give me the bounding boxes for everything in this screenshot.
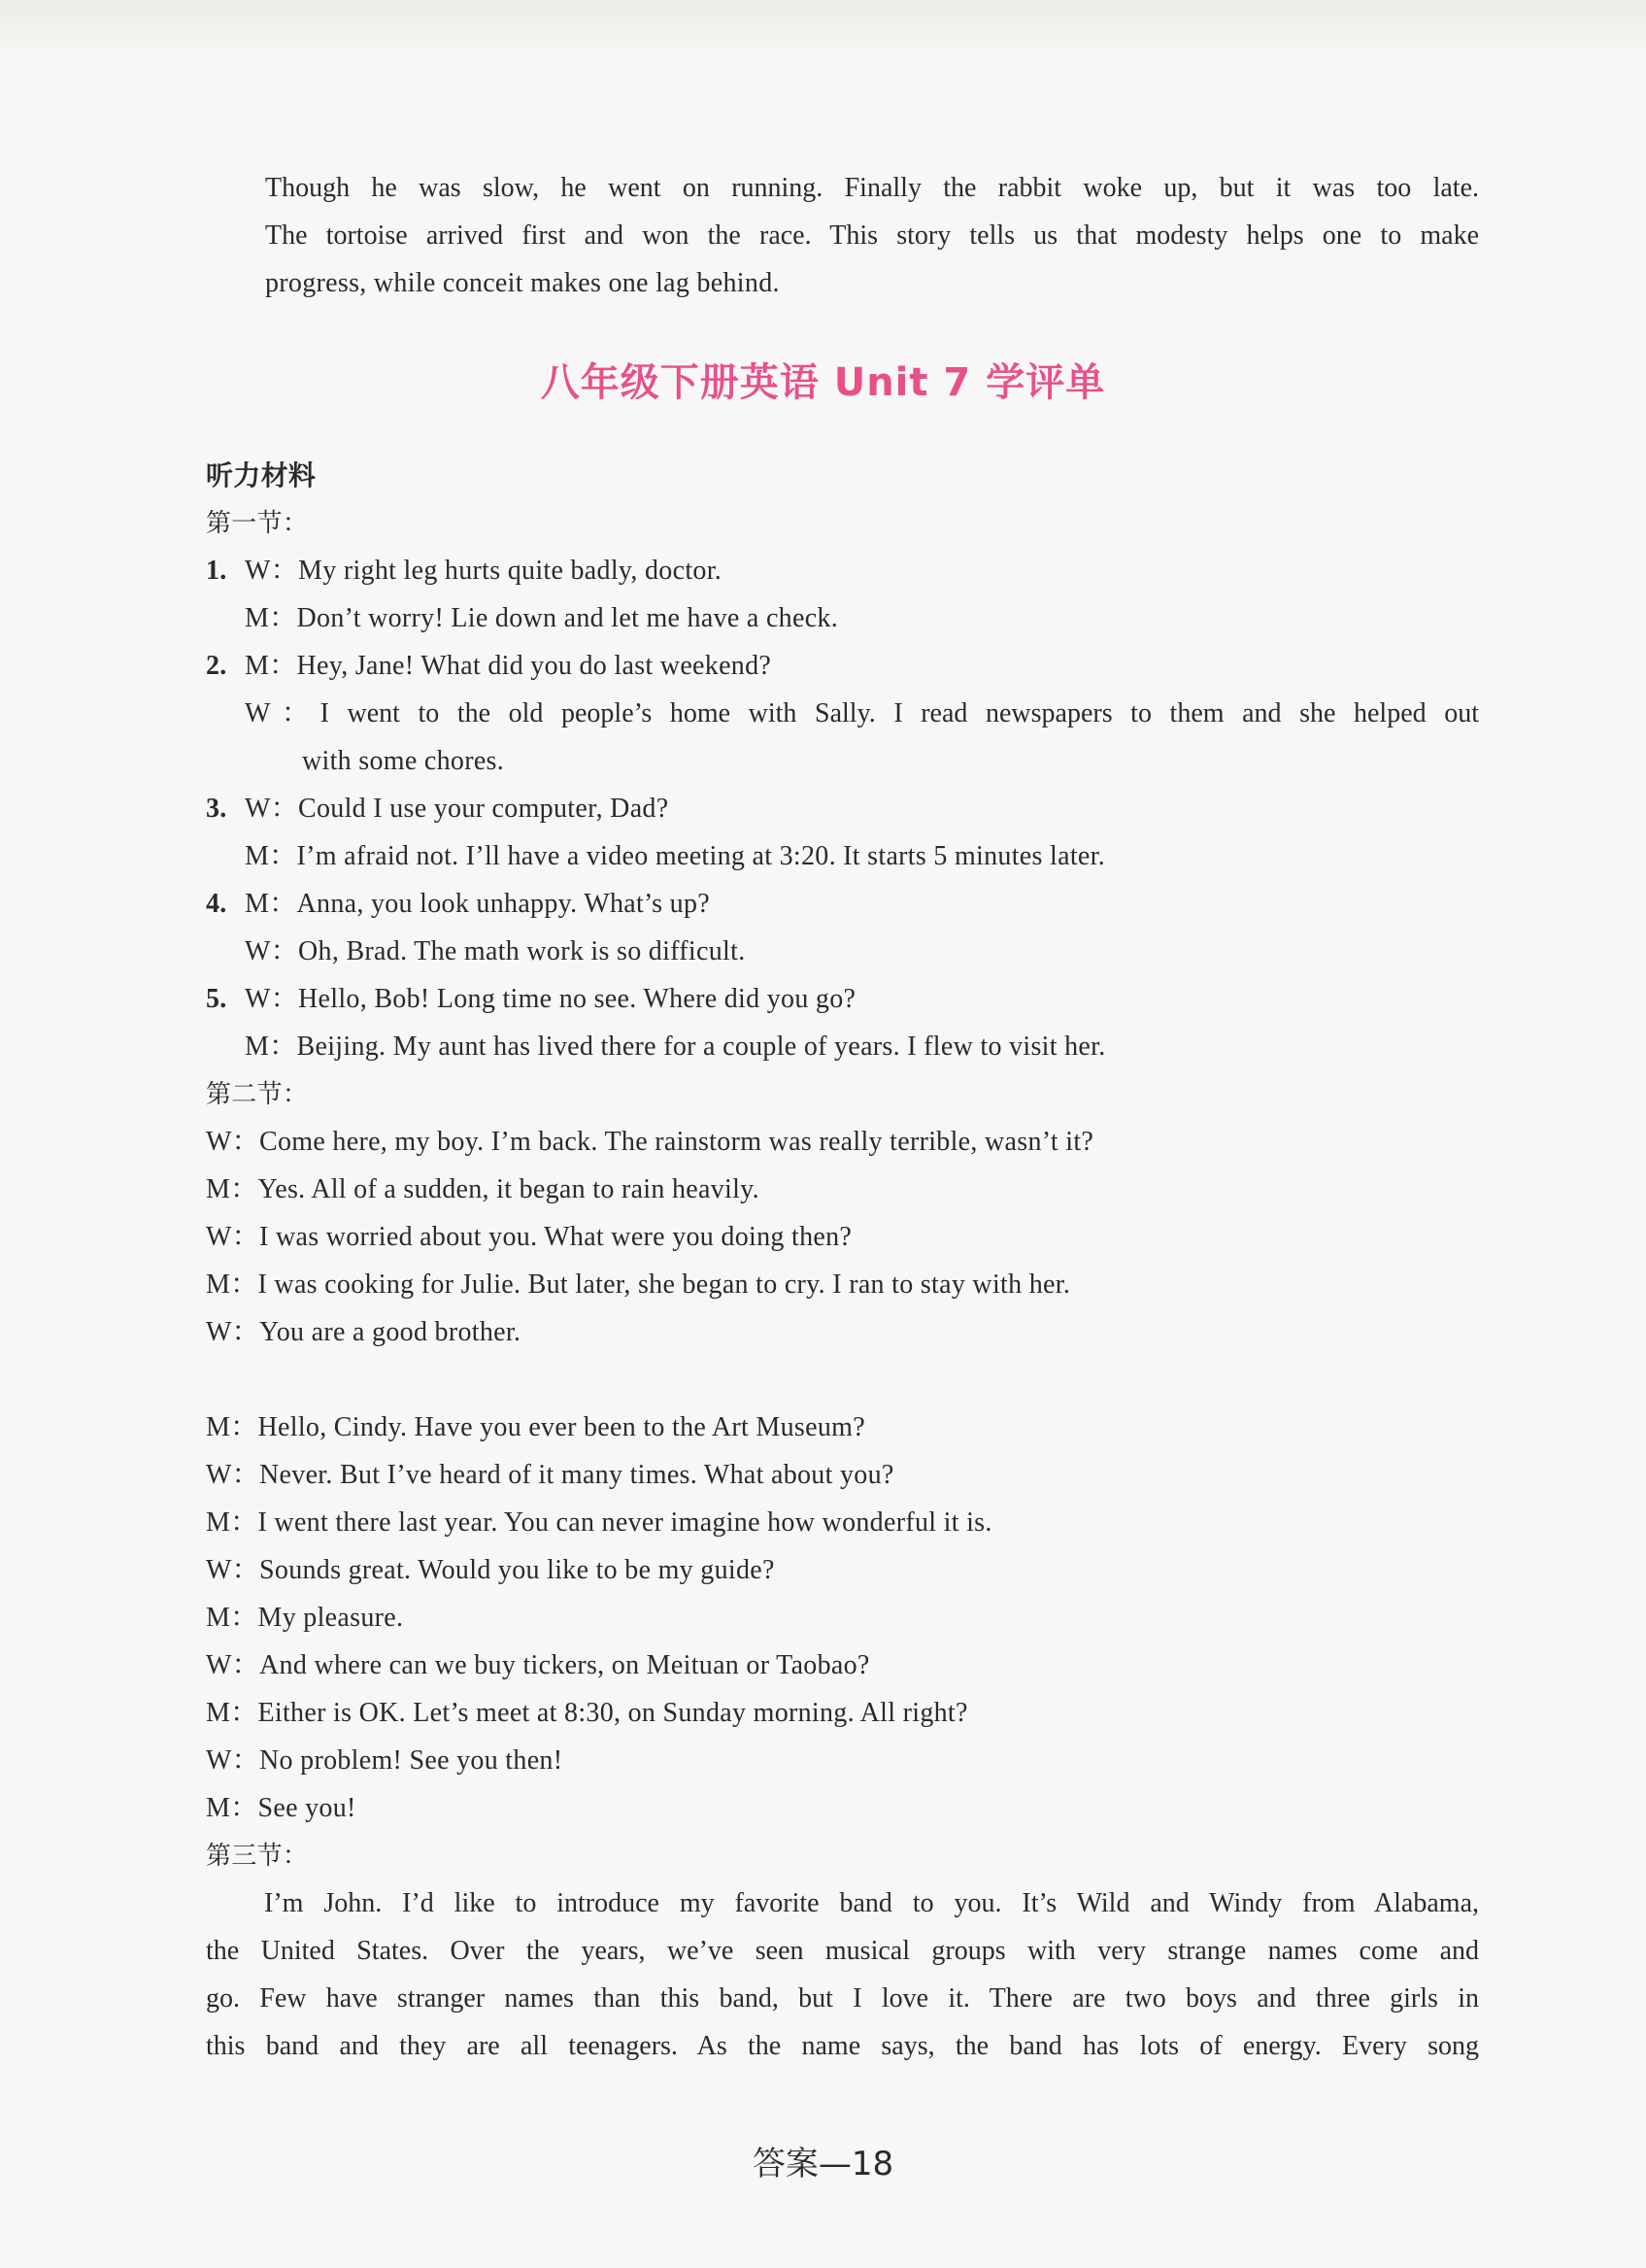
- part2-dialog2-line-9: M：See you!: [206, 1793, 356, 1823]
- part3-heading: 第三节：: [206, 1842, 309, 1871]
- item-number: 2.: [206, 651, 227, 681]
- part1-item-4-line-1: 4. M：Anna, you look unhappy. What’s up?: [206, 885, 710, 924]
- page-footer: 答案—18: [752, 2145, 894, 2183]
- intro-line-3: progress, while conceit makes one lag behind.: [265, 268, 780, 298]
- intro-line-2: The tortoise arrived first and won the race. This story tells us that modesty helps one to make: [265, 220, 1479, 251]
- part2-dialog2-line-5: M：My pleasure.: [206, 1603, 404, 1633]
- part1-item-1-line-1: 1. W：My right leg hurts quite badly, doctor.: [206, 552, 722, 591]
- part3-line-2: the United States. Over the years, we’ve seen musical groups with very strange names come and: [206, 1936, 1479, 1966]
- section-title: 听力材料: [206, 459, 317, 491]
- part1-item-5-line-1: 5. W：Hello, Bob! Long time no see. Where did you go?: [206, 980, 856, 1019]
- part1-item-2-line-3: with some chores.: [302, 746, 505, 776]
- part3-line-3: go. Few have stranger names than this band, but I love it. There are two boys and three girls in: [206, 1983, 1479, 2014]
- intro-line-1: Though he was slow, he went on running. Finally the rabbit woke up, but it was too late.: [265, 173, 1479, 203]
- part2-dialog2-line-7: M：Either is OK. Let’s meet at 8:30, on Sunday morning. All right?: [206, 1698, 968, 1728]
- part1-item-5-line-2: M：Beijing. My aunt has lived there for a couple of years. I flew to visit her.: [245, 1032, 1106, 1062]
- page-title: 八年级下册英语 Unit 7 学评单: [540, 360, 1106, 405]
- item-number: 4.: [206, 889, 227, 919]
- part2-heading: 第二节：: [206, 1080, 309, 1109]
- part2-dialog1-line-1: W：Come here, my boy. I’m back. The rainstorm was really terrible, wasn’t it?: [206, 1127, 1094, 1157]
- part2-dialog2-line-6: W：And where can we buy tickers, on Meituan or Taobao?: [206, 1650, 870, 1680]
- part3-line-4: this band and they are all teenagers. As the name says, the band has lots of energy. Every song: [206, 2031, 1479, 2061]
- part3-line-1: I’m John. I’d like to introduce my favorite band to you. It’s Wild and Windy from Alabama,: [264, 1888, 1479, 1918]
- part2-dialog1-line-2: M：Yes. All of a sudden, it began to rain heavily.: [206, 1174, 759, 1204]
- part1-heading: 第一节：: [206, 509, 309, 538]
- item-number: 3.: [206, 794, 227, 824]
- scan-shadow: [0, 0, 1646, 58]
- part2-dialog2-line-8: W：No problem! See you then!: [206, 1745, 563, 1776]
- part1-item-3-line-1: 3. W：Could I use your computer, Dad?: [206, 790, 668, 829]
- part2-dialog1-line-4: M：I was cooking for Julie. But later, she began to cry. I ran to stay with her.: [206, 1269, 1071, 1300]
- part1-item-2-line-2: W：I went to the old people’s home with Sally. I read newspapers to them and she helped out: [245, 698, 1479, 728]
- part2-dialog2-line-3: M：I went there last year. You can never imagine how wonderful it is.: [206, 1507, 992, 1538]
- part1-item-3-line-2: M：I’m afraid not. I’ll have a video meeting at 3:20. It starts 5 minutes later.: [245, 841, 1106, 871]
- part2-dialog1-line-5: W：You are a good brother.: [206, 1317, 521, 1347]
- part2-dialog1-line-3: W：I was worried about you. What were you doing then?: [206, 1222, 853, 1252]
- part2-dialog2-line-4: W：Sounds great. Would you like to be my guide?: [206, 1555, 775, 1585]
- part1-item-1-line-2: M：Don’t worry! Lie down and let me have a check.: [245, 603, 839, 633]
- part2-dialog2-line-2: W：Never. But I’ve heard of it many times. What about you?: [206, 1460, 894, 1490]
- item-number: 1.: [206, 556, 227, 586]
- part2-dialog2-line-1: M：Hello, Cindy. Have you ever been to the Art Museum?: [206, 1412, 865, 1442]
- item-number: 5.: [206, 984, 227, 1014]
- part1-item-2-line-1: 2. M：Hey, Jane! What did you do last weekend?: [206, 647, 771, 686]
- part1-item-4-line-2: W：Oh, Brad. The math work is so difficult.: [245, 936, 746, 966]
